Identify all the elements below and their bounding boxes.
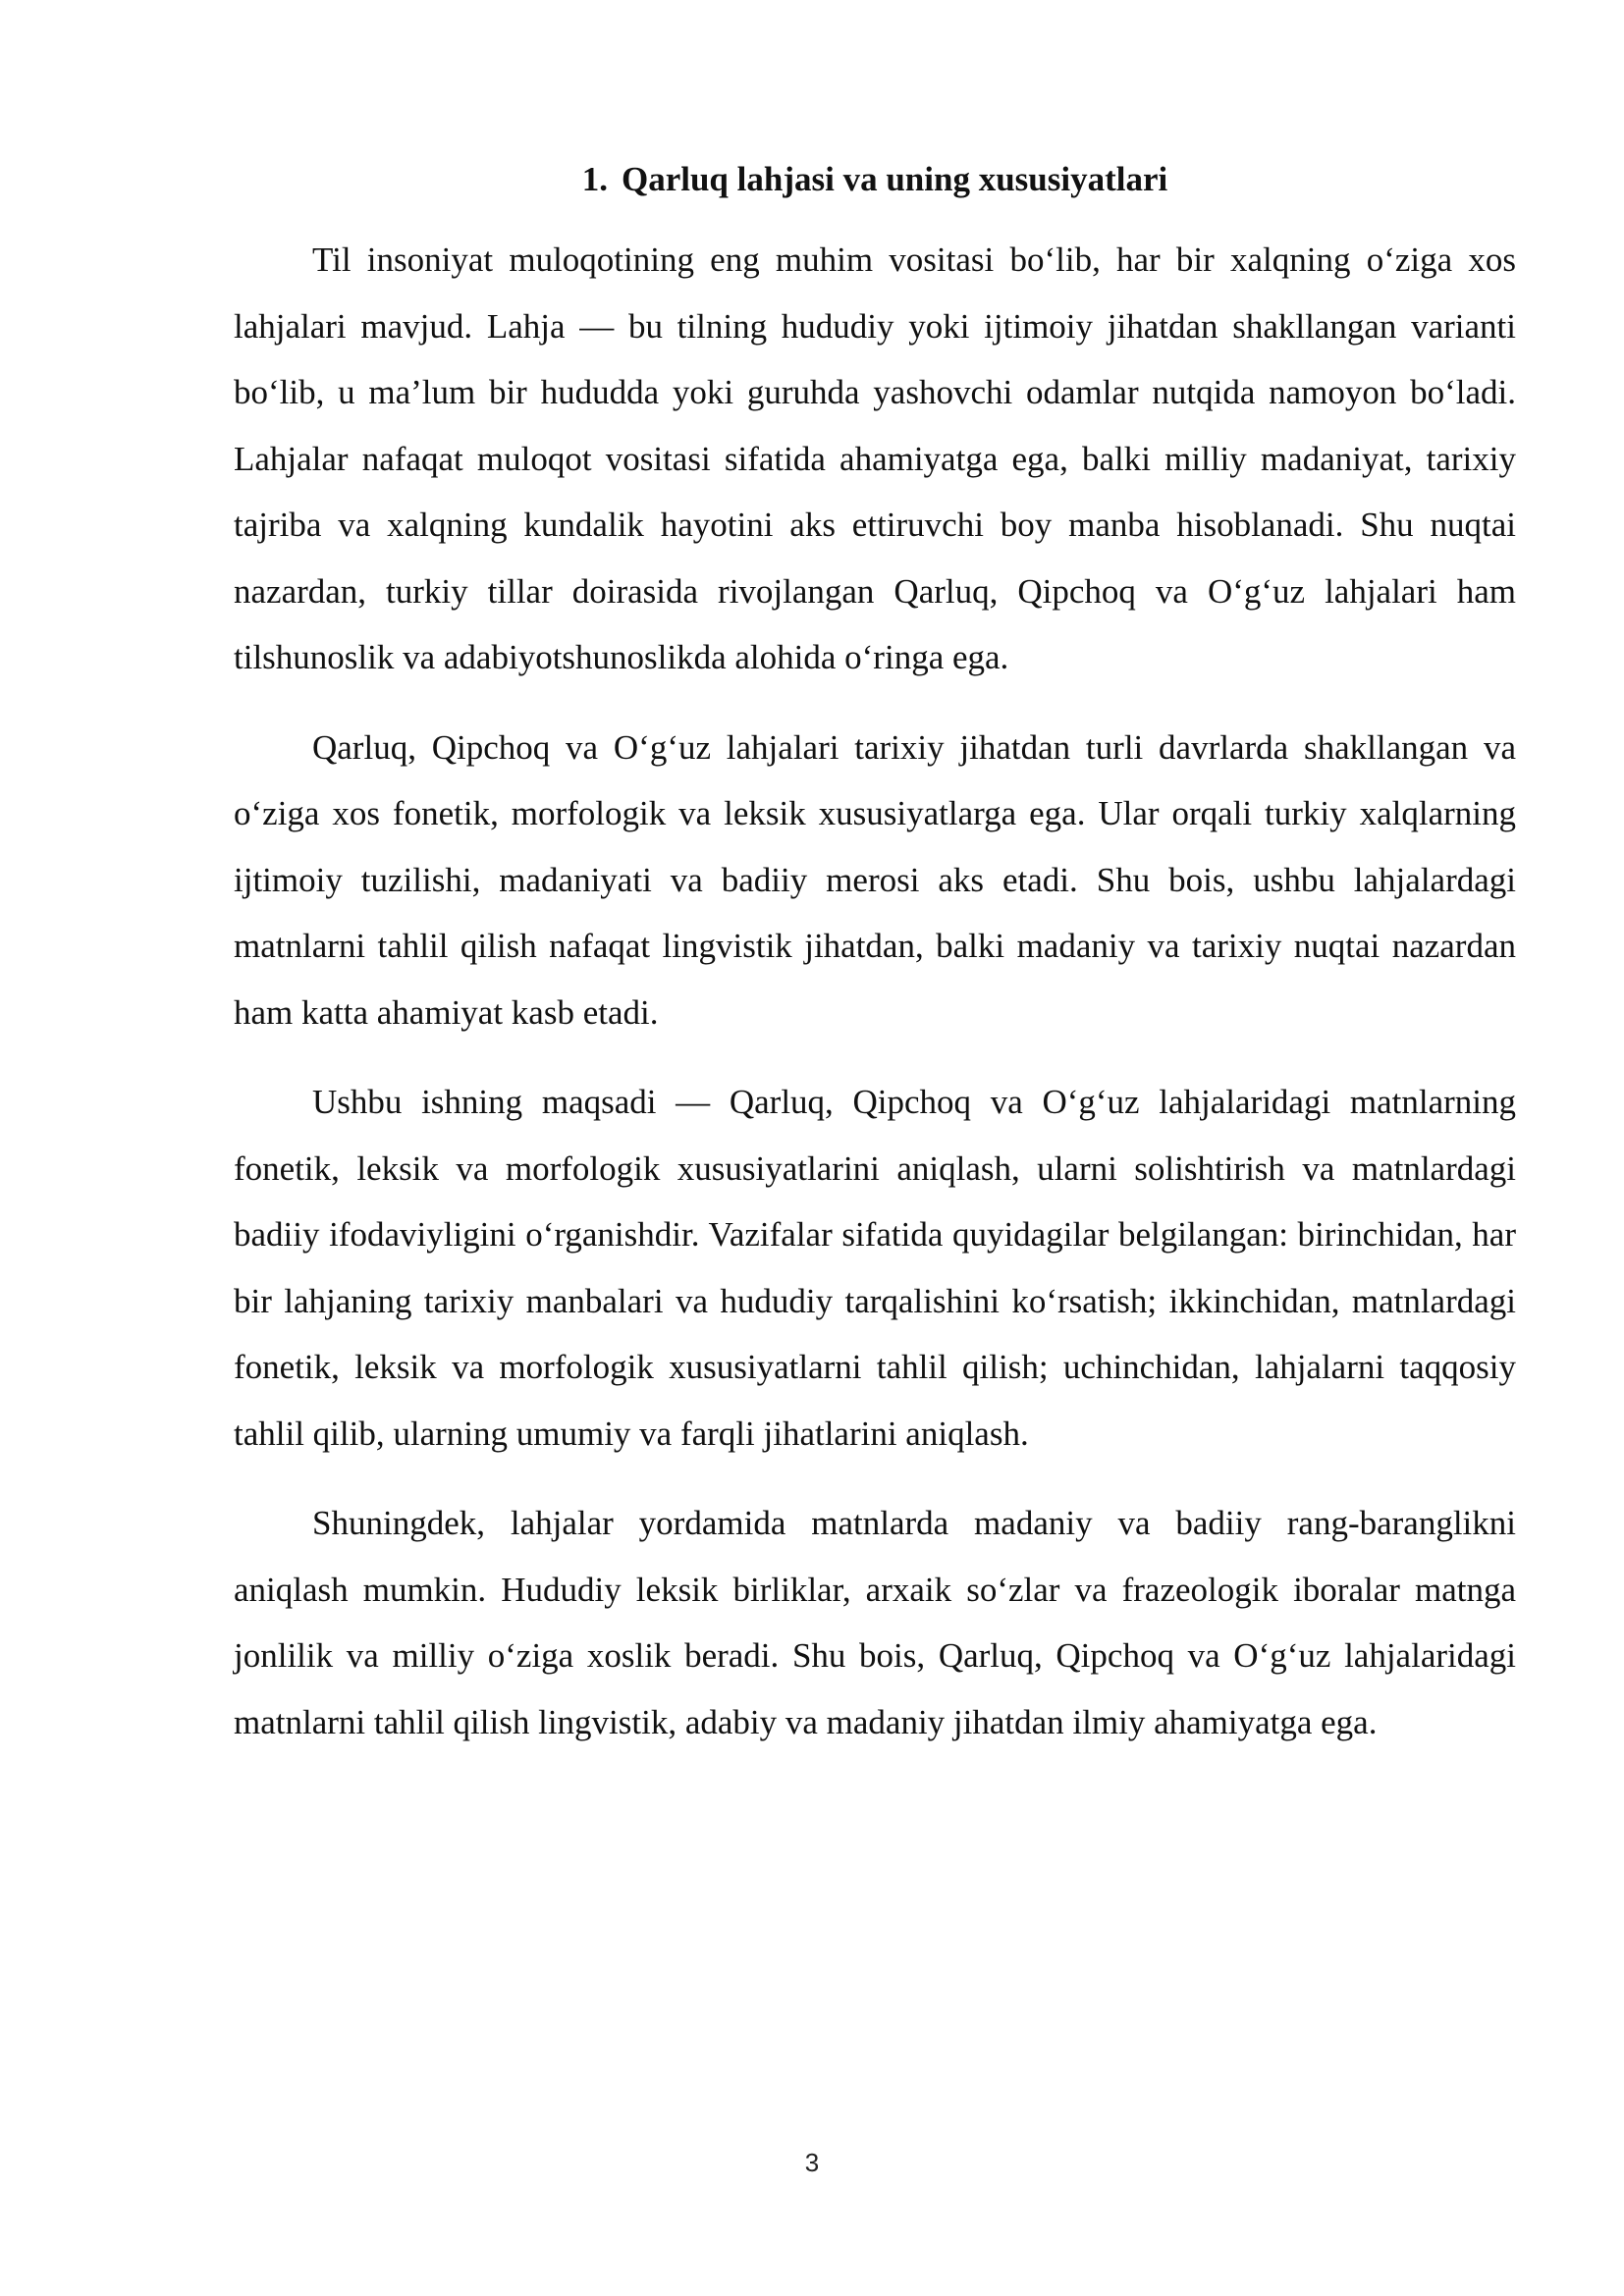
section-title: Qarluq lahjasi va uning xususiyatlari	[621, 160, 1168, 198]
paragraph-2: Qarluq, Qipchoq va O‘g‘uz lahjalari tarixiy jihatdan turli davrlarda shakllangan va o‘ziga xos fonetik, morfologik va leksik xususiyatlarga ega. Ular orqali turkiy xalqlarning ijtimoiy tuzilishi, madaniyati va badiiy merosi aks etadi. Shu bois, ushbu lahjalardagi matnlarni tahlil qilish nafaqat lingvistik jihatdan, balki madaniy va tarixiy nuqtai nazardan ham katta ahamiyat kasb etadi.	[234, 727, 1516, 1032]
section-heading	[234, 147, 1516, 211]
page-number: 3	[804, 2148, 820, 2177]
page-content	[234, 147, 1516, 1779]
paragraph-4: Shuningdek, lahjalar yordamida matnlarda madaniy va badiiy rang-baranglikni aniqlash mumkin. Hududiy leksik birliklar, arxaik so‘zlar va frazeologik iboralar matnga jonlilik va milliy o‘ziga xoslik beradi. Shu bois, Qarluq, Qipchoq va O‘g‘uz lahjalaridagi matnlarni tahlil qilish lingvistik, adabiy va madaniy jihatdan ilmiy ahamiyatga ega.	[234, 1504, 1516, 1741]
section-number: 1.	[581, 160, 608, 198]
paragraph-3: Ushbu ishning maqsadi — Qarluq, Qipchoq va O‘g‘uz lahjalaridagi matnlarning fonetik, leksik va morfologik xususiyatlarini aniqlash, ularni solishtirish va matnlardagi badiiy ifodaviyligini o‘rganishdir. Vazifalar sifatida quyidagilar belgilangan: birinchidan, har bir lahjaning tarixiy manbalari va hududiy tarqalishini ko‘rsatish; ikkinchidan, matnlardagi fonetik, leksik va morfologik xususiyatlarni tahlil qilish; uchinchidan, lahjalarni taqqosiy tahlil qilib, ularning umumiy va farqli jihatlarini aniqlash.	[234, 1083, 1516, 1453]
paragraph-1: Til insoniyat muloqotining eng muhim vositasi bo‘lib, har bir xalqning o‘ziga xos lahjalari mavjud. Lahja — bu tilning hududiy yoki ijtimoiy jihatdan shakllangan varianti bo‘lib, u ma’lum bir hududda yoki guruhda yashovchi odamlar nutqida namoyon bo‘ladi. Lahjalar nafaqat muloqot vositasi sifatida ahamiyatga ega, balki milliy madaniyat, tarixiy tajriba va xalqning kundalik hayotini aks ettiruvchi boy manba hisoblanadi. Shu nuqtai nazardan, turkiy tillar doirasida rivojlangan Qarluq, Qipchoq va O‘g‘uz lahjalari ham tilshunoslik va adabiyotshunoslikda alohida o‘ringa ega.	[234, 240, 1516, 676]
